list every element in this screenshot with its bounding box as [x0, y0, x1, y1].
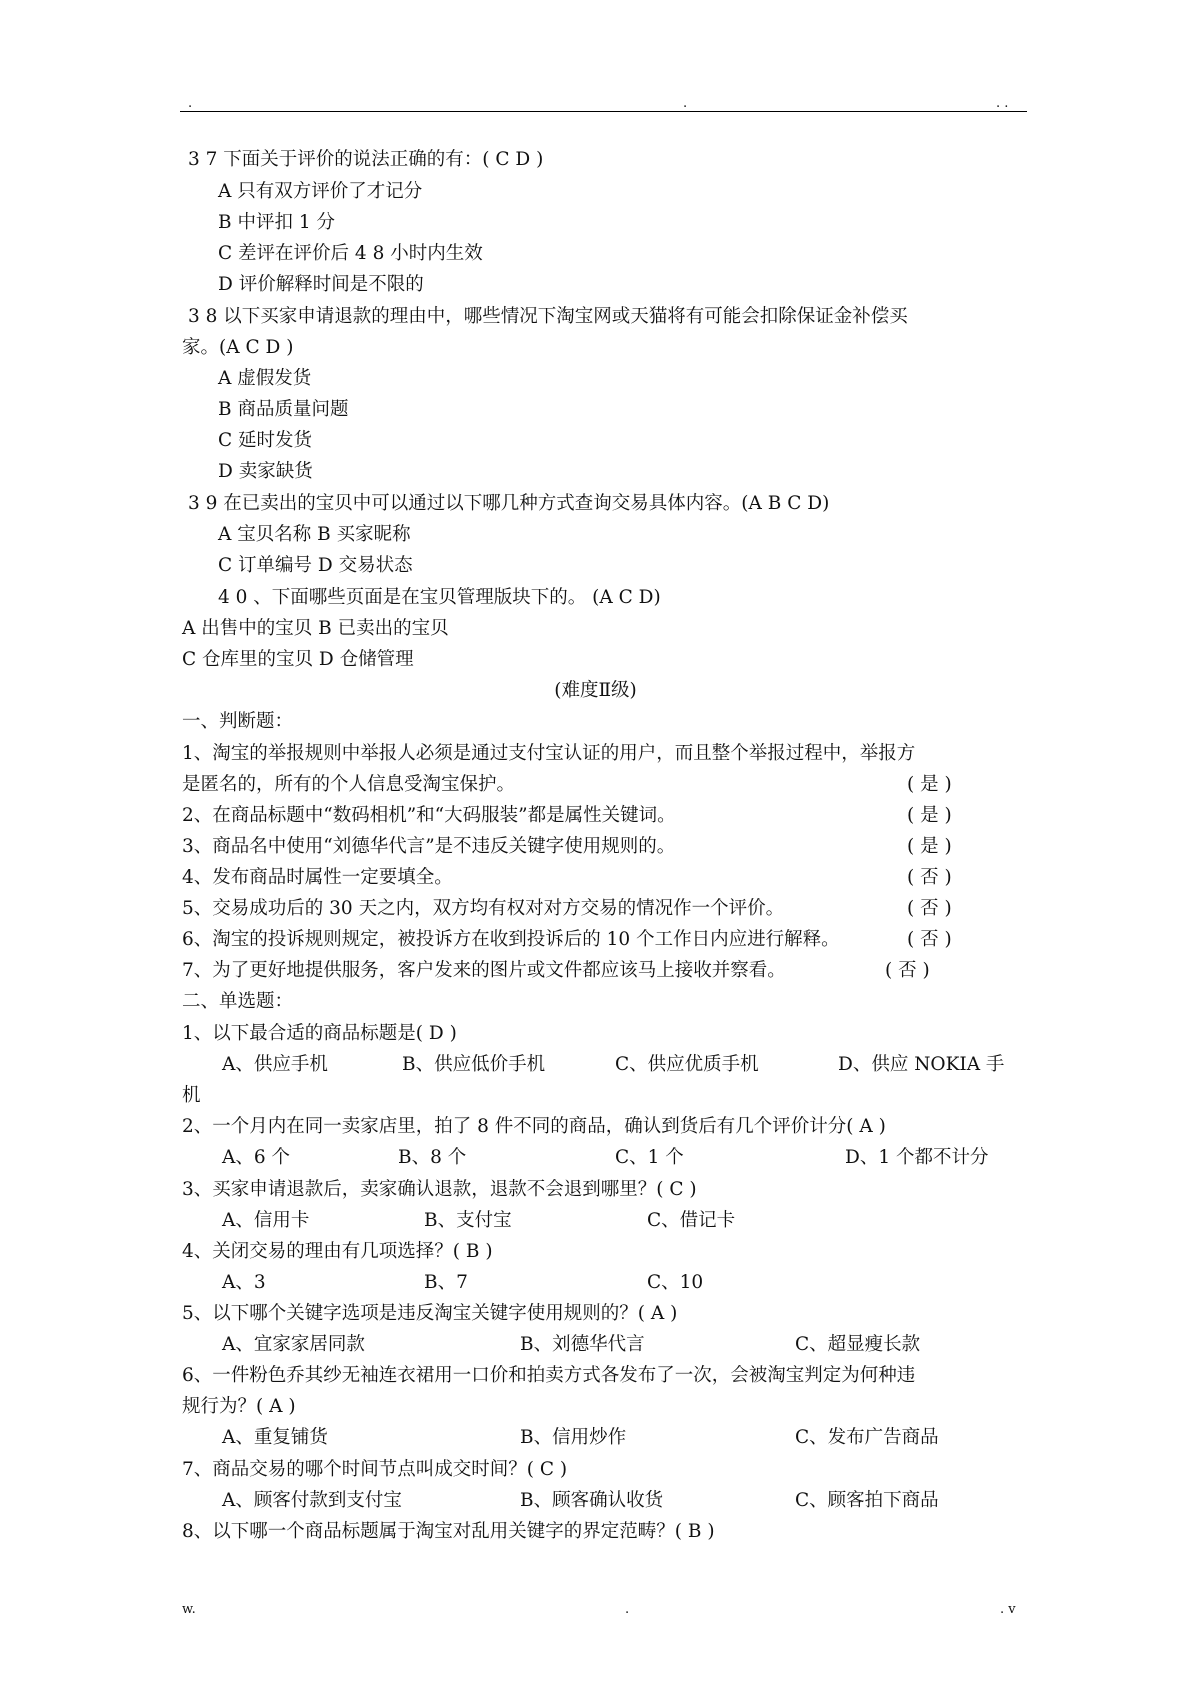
q38-option-b: B 商品质量问题 [218, 399, 349, 420]
q37-option-a: A 只有双方评价了才记分 [218, 181, 423, 202]
single-q4: 4、关闭交易的理由有几项选择？( B ) [182, 1241, 493, 1262]
footer-mark-right: . v [1000, 1602, 1016, 1617]
question-40: 4 0 、下面哪些页面是在宝贝管理版块下的。 (A C D) [218, 587, 661, 608]
single-q4-option: B、7 [424, 1272, 468, 1293]
single-q3-option: A、信用卡 [222, 1210, 310, 1231]
question-37: 3 7 下面关于评价的说法正确的有：( C D ) [188, 149, 544, 170]
q37-option-c: C 差评在评价后 4 8 小时内生效 [218, 243, 483, 264]
single-q2-option: D、1 个都不计分 [845, 1147, 989, 1168]
q40-options-cd: C 仓库里的宝贝 D 仓储管理 [182, 649, 414, 670]
single-q7-option: C、顾客拍下商品 [795, 1490, 939, 1511]
judge-item-3: 3、商品名中使用“刘德华代言”是不违反关键字使用规则的。 [182, 836, 676, 857]
judge-answer-2: ( 是 ) [907, 805, 952, 826]
single-q3-option: C、借记卡 [647, 1210, 736, 1231]
q39-options-ab: A 宝贝名称 B 买家昵称 [218, 524, 411, 545]
q38-option-c: C 延时发货 [218, 430, 313, 451]
single-q1-option: D、供应 NOKIA 手 [838, 1054, 1005, 1075]
judge-item-5: 5、交易成功后的 30 天之内，双方均有权对对方交易的情况作一个评价。 [182, 898, 785, 919]
judge-section-heading: 一、判断题： [182, 711, 294, 732]
single-q8: 8、以下哪一个商品标题属于淘宝对乱用关键字的界定范畴？( B ) [182, 1521, 715, 1542]
single-q3: 3、买家申请退款后，卖家确认退款，退款不会退到哪里？( C ) [182, 1179, 697, 1200]
single-q7: 7、商品交易的哪个时间节点叫成交时间？( C ) [182, 1459, 568, 1480]
single-q7-option: A、顾客付款到支付宝 [222, 1490, 402, 1511]
single-q6-option: A、重复铺货 [222, 1427, 328, 1448]
single-q4-option: C、10 [647, 1272, 704, 1293]
single-q5-option: C、超显瘦长款 [795, 1334, 921, 1355]
footer-mark-center: . [625, 1602, 630, 1617]
single-q1-option: B、供应低价手机 [402, 1054, 546, 1075]
single-q6: 6、一件粉色乔其纱无袖连衣裙用一口价和拍卖方式各发布了一次，会被淘宝判定为何种违 [182, 1365, 916, 1386]
single-q5-option: B、刘德华代言 [520, 1334, 645, 1355]
single-q6-option: B、信用炒作 [520, 1427, 627, 1448]
single-q2: 2、一个月内在同一卖家店里，拍了 8 件不同的商品，确认到货后有几个评价计分( A ) [182, 1116, 886, 1137]
difficulty-heading: (难度Ⅱ级) [554, 680, 637, 701]
single-q6-continued: 规行为？( A ) [182, 1396, 296, 1417]
question-38: 3 8 以下买家申请退款的理由中，哪些情况下淘宝网或天猫将有可能会扣除保证金补偿买 [188, 306, 908, 327]
judge-item-6: 6、淘宝的投诉规则规定，被投诉方在收到投诉后的 10 个工作日内应进行解释。 [182, 929, 840, 950]
single-q1-option: A、供应手机 [222, 1054, 328, 1075]
judge-item-7: 7、为了更好地提供服务，客户发来的图片或文件都应该马上接收并察看。 [182, 960, 786, 981]
single-q1-continued: 机 [182, 1085, 201, 1106]
single-q1: 1、以下最合适的商品标题是( D ) [182, 1023, 457, 1044]
q40-options-ab: A 出售中的宝贝 B 已卖出的宝贝 [182, 618, 449, 639]
header-mark-left: . [188, 96, 193, 111]
judge-answer-5: ( 否 ) [907, 898, 952, 919]
single-q4-option: A、3 [222, 1272, 266, 1293]
q38-option-d: D 卖家缺货 [218, 461, 313, 482]
single-q5-option: A、宜家家居同款 [222, 1334, 365, 1355]
q38-option-a: A 虚假发货 [218, 368, 312, 389]
single-q3-option: B、支付宝 [424, 1210, 512, 1231]
judge-answer-4: ( 否 ) [907, 867, 952, 888]
judge-item-4: 4、发布商品时属性一定要填全。 [182, 867, 453, 888]
single-q2-option: B、8 个 [398, 1147, 467, 1168]
judge-answer-1: ( 是 ) [907, 774, 952, 795]
footer-mark-left: w. [182, 1602, 196, 1617]
judge-answer-7: ( 否 ) [885, 960, 930, 981]
q37-option-d: D 评价解释时间是不限的 [218, 274, 424, 295]
header-mark-right: . . [996, 96, 1009, 111]
question-38-continued: 家。(A C D ) [182, 337, 294, 358]
judge-answer-3: ( 是 ) [907, 836, 952, 857]
single-q2-option: C、1 个 [615, 1147, 684, 1168]
single-q5: 5、以下哪个关键字选项是违反淘宝关键字使用规则的？( A ) [182, 1303, 678, 1324]
judge-item-1: 1、淘宝的举报规则中举报人必须是通过支付宝认证的用户，而且整个举报过程中，举报方 [182, 743, 916, 764]
single-q6-option: C、发布广告商品 [795, 1427, 939, 1448]
judge-item-1-continued: 是匿名的，所有的个人信息受淘宝保护。 [182, 774, 516, 795]
question-39: 3 9 在已卖出的宝贝中可以通过以下哪几种方式查询交易具体内容。(A B C D) [188, 493, 830, 514]
single-q7-option: B、顾客确认收货 [520, 1490, 664, 1511]
header-rule [180, 111, 1027, 112]
single-q2-option: A、6 个 [222, 1147, 291, 1168]
header-mark-center: . [683, 96, 688, 111]
q39-options-cd: C 订单编号 D 交易状态 [218, 555, 413, 576]
judge-item-2: 2、在商品标题中“数码相机”和“大码服装”都是属性关键词。 [182, 805, 676, 826]
single-section-heading: 二、单选题： [182, 991, 294, 1012]
q37-option-b: B 中评扣 1 分 [218, 212, 336, 233]
single-q1-option: C、供应优质手机 [615, 1054, 759, 1075]
judge-answer-6: ( 否 ) [907, 929, 952, 950]
